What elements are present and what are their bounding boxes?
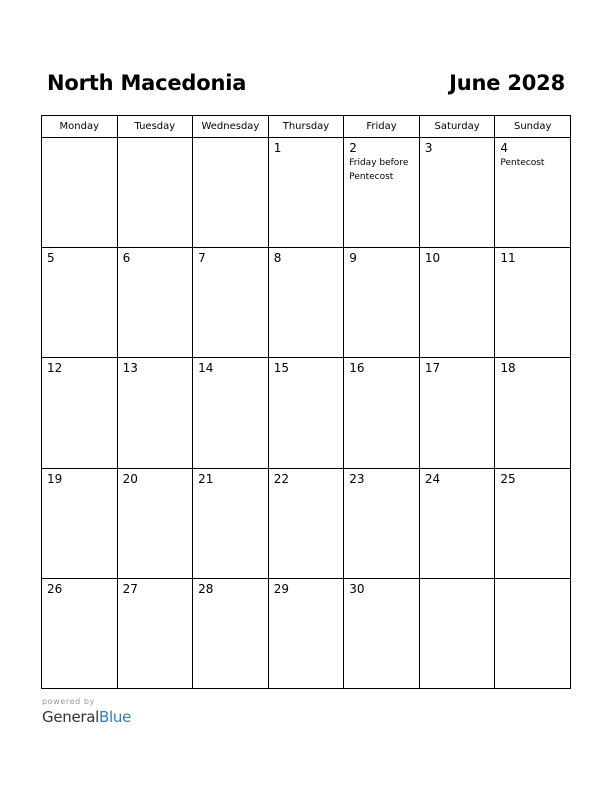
day-number: 6 (122, 251, 131, 266)
day-cell (495, 468, 571, 578)
day-cell (42, 248, 118, 358)
page-title-month: June 2028 (449, 71, 565, 95)
day-cell (495, 358, 571, 468)
day-cell (495, 248, 571, 358)
day-cell (495, 138, 571, 248)
weekday-header: Sunday (495, 116, 571, 138)
day-number: 8 (273, 251, 282, 266)
day-number: 13 (122, 361, 138, 376)
day-cell (117, 358, 193, 468)
brand-general-text: General (42, 708, 100, 726)
day-cell (419, 248, 495, 358)
day-cell (344, 468, 420, 578)
day-cell (193, 248, 269, 358)
powered-by-text: powered by (42, 697, 95, 706)
weekday-header: Saturday (419, 116, 495, 138)
day-cell (419, 358, 495, 468)
day-number: 15 (273, 361, 289, 376)
weekday-header: Tuesday (117, 116, 193, 138)
day-cell (42, 468, 118, 578)
day-number: 10 (424, 251, 441, 266)
brand-blue-text: Blue (99, 708, 132, 726)
day-number: 17 (424, 361, 441, 376)
holiday-label: Pentecost (500, 158, 545, 168)
footer-branding (42, 697, 131, 726)
day-cell (344, 358, 420, 468)
day-number: 7 (198, 251, 206, 266)
day-cell (193, 468, 269, 578)
calendar-grid (41, 115, 571, 689)
day-number: 5 (47, 251, 55, 266)
day-number: 2 (349, 141, 357, 155)
week-row (42, 358, 571, 468)
day-number: 11 (500, 251, 516, 266)
day-number: 9 (349, 251, 357, 266)
week-row (42, 468, 571, 578)
day-cell (42, 358, 118, 468)
day-number: 22 (273, 471, 289, 486)
day-cell (193, 358, 269, 468)
day-cell (42, 578, 118, 688)
day-cell (419, 468, 495, 578)
day-number: 23 (349, 471, 365, 486)
day-cell (268, 248, 344, 358)
weekday-header: Wednesday (193, 116, 269, 138)
day-cell (268, 138, 344, 248)
week-row (42, 578, 571, 688)
day-cell (42, 138, 118, 248)
day-number: 3 (424, 141, 433, 155)
day-cell (117, 578, 193, 688)
day-number: 14 (198, 361, 214, 376)
day-cell (344, 138, 420, 248)
day-number: 1 (273, 141, 282, 155)
day-cell (495, 578, 571, 688)
day-number: 18 (500, 361, 516, 376)
day-cell (268, 468, 344, 578)
day-number: 19 (47, 471, 63, 486)
day-number: 28 (198, 581, 214, 596)
day-cell (117, 468, 193, 578)
day-number: 26 (47, 581, 63, 596)
day-cell (419, 578, 495, 688)
holiday-label: Friday before Pentecost (349, 158, 409, 182)
day-cell (268, 358, 344, 468)
week-row (42, 248, 571, 358)
weekday-header-row (42, 116, 571, 138)
day-number: 27 (122, 581, 138, 596)
day-number: 25 (500, 471, 516, 486)
day-cell (193, 138, 269, 248)
day-number: 12 (47, 361, 63, 376)
day-number: 24 (424, 471, 441, 486)
day-number: 16 (349, 361, 365, 376)
day-number: 21 (198, 471, 214, 486)
day-cell (193, 578, 269, 688)
day-cell (268, 578, 344, 688)
day-number: 30 (349, 581, 365, 596)
generalblue-logo[interactable] (42, 708, 131, 726)
weekday-header: Friday (344, 116, 420, 138)
day-number: 20 (122, 471, 138, 486)
day-number: 4 (500, 141, 509, 155)
day-cell (344, 578, 420, 688)
day-cell (117, 248, 193, 358)
day-number: 29 (273, 581, 289, 596)
day-cell (344, 248, 420, 358)
day-cell (419, 138, 495, 248)
day-cell (117, 138, 193, 248)
weekday-header: Monday (42, 116, 118, 138)
weekday-header: Thursday (268, 116, 344, 138)
week-row (42, 138, 571, 248)
page-title-country: North Macedonia (47, 71, 247, 95)
